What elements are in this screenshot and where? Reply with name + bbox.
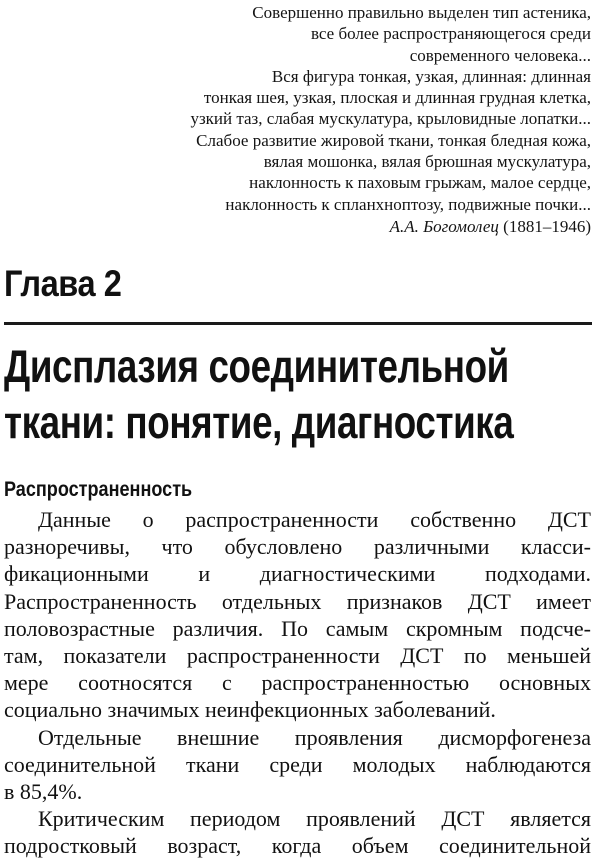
body-text-line: Критическим периодом проявлений ДСТ является — [38, 806, 591, 832]
epigraph-author-name: А.А. Богомолец — [389, 216, 499, 236]
body-text-line: половозрастные различия. По самым скромным подсче- — [4, 615, 591, 641]
epigraph-line: все более распространяющегося среди — [310, 24, 591, 44]
chapter-title — [4, 338, 513, 450]
epigraph-line: узкий таз, слабая мускулатура, крыловидные лопатки... — [190, 109, 591, 129]
chapter-title-line: ткани: понятие, диагностика — [4, 396, 514, 448]
epigraph-attribution — [131, 216, 591, 237]
epigraph-line: тонкая шея, узкая, плоская и длинная грудная клетка, — [203, 88, 591, 108]
chapter-divider — [4, 322, 592, 325]
body-text-line: в 85,4%. — [4, 778, 83, 804]
epigraph-author-years: (1881–1946) — [498, 216, 591, 236]
body-text-line: Распространенность отдельных признаков ДСТ имеет — [4, 588, 591, 614]
chapter-title-line: Дисплазия соединительной — [4, 340, 509, 392]
body-text-line: Отдельные внешние проявления дисморфогенеза — [38, 724, 591, 750]
body-text-line: Данные о распространенности собственно ДСТ — [38, 507, 591, 532]
epigraph-line: наклонность к спланхноптозу, подвижные почки... — [225, 194, 591, 214]
body-text-line: там, показатели распространенности ДСТ по меньшей — [4, 642, 591, 668]
epigraph — [131, 2, 591, 237]
body-text-line: мере соотносятся с распространенностью основных — [4, 670, 591, 696]
section-heading: Распространенность — [4, 478, 193, 501]
epigraph-line: современного человека... — [409, 45, 591, 65]
epigraph-line: Вся фигура тонкая, узкая, длинная: длинная — [271, 66, 591, 86]
epigraph-line: наклонность к паховым грыжам, малое сердце, — [249, 173, 591, 193]
chapter-label: Глава 2 — [4, 263, 122, 304]
epigraph-line: Слабое развитие жировой ткани, тонкая бледная кожа, — [196, 130, 591, 150]
body-text-line: соединительной ткани среди молодых наблюдаются — [4, 751, 591, 777]
body-text-line: подростковый возраст, когда объем соединительной — [4, 833, 591, 859]
epigraph-line: Совершенно правильно выделен тип астеника, — [252, 3, 591, 22]
body-text-line: фикационными и диагностическими подходами. — [4, 561, 591, 587]
body-text-line: разноречивы, что обусловлено различными класси- — [4, 534, 591, 560]
body-text-line: социально значимых неинфекционных заболеваний. — [4, 697, 496, 723]
body-text — [4, 506, 591, 859]
epigraph-line: вялая мошонка, вялая брюшная мускулатура, — [263, 152, 591, 172]
